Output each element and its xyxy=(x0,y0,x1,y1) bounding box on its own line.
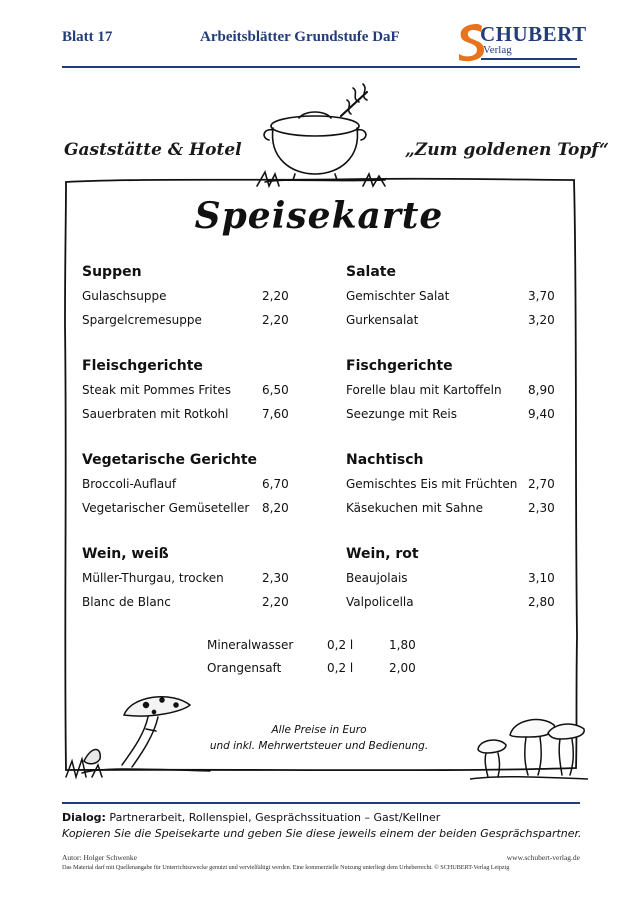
menu-item-name: Steak mit Pommes Frites xyxy=(82,383,231,397)
menu-category: Fischgerichte xyxy=(346,358,453,374)
menu-category: Nachtisch xyxy=(346,452,424,468)
menu-item-name: Beaujolais xyxy=(346,571,408,585)
menu-item-price: 8,90 xyxy=(528,383,555,397)
mushroom-left-icon xyxy=(62,685,212,780)
menu-item-price: 2,20 xyxy=(262,595,289,609)
restaurant-type: Gaststätte & Hotel xyxy=(64,140,242,160)
price-note-line2: und inkl. Mehrwertsteuer und Bedienung. xyxy=(209,740,429,752)
menu-category: Wein, weiß xyxy=(82,546,169,562)
menu-item-name: Gurkensalat xyxy=(346,313,419,327)
menu-item-price: 6,70 xyxy=(262,477,289,491)
restaurant-name: „Zum goldenen Topf“ xyxy=(405,140,609,160)
series-title: Arbeitsblätter Grundstufe DaF xyxy=(200,29,400,45)
menu-item-name: Valpolicella xyxy=(346,595,414,609)
drink-price: 2,00 xyxy=(389,661,416,675)
drink-size: 0,2 l xyxy=(327,638,354,652)
menu-item-price: 7,60 xyxy=(262,407,289,421)
menu-item-price: 3,20 xyxy=(528,313,555,327)
menu-item-name: Blanc de Blanc xyxy=(82,595,171,609)
menu-item-name: Gemischter Salat xyxy=(346,289,450,303)
dialog-label: Dialog: xyxy=(62,811,106,824)
menu-item-price: 2,80 xyxy=(528,595,555,609)
menu-item-price: 3,70 xyxy=(528,289,555,303)
logo-subtitle: Verlag xyxy=(483,44,512,56)
menu-item-price: 2,20 xyxy=(262,313,289,327)
logo-wordmark: CHUBERT xyxy=(480,22,587,46)
task-instruction: Kopieren Sie die Speisekarte und geben Sie diese jeweils einem der beiden Gesprächspartner. xyxy=(62,827,582,840)
menu-item-price: 6,50 xyxy=(262,383,289,397)
task-rule xyxy=(62,802,580,804)
menu-item-price: 2,30 xyxy=(528,501,555,515)
footer-legal: Das Material darf mit Quellenangabe für Unterrichtszwecke genutzt und vervielfältigt werden. Eine kommerzielle Nutzung unterliegt dem Urheberrecht. © SCHUBERT-Verlag Leipzig xyxy=(62,864,510,871)
menu-item-price: 2,30 xyxy=(262,571,289,585)
menu-category: Suppen xyxy=(82,264,142,280)
menu-item-name: Seezunge mit Reis xyxy=(346,407,458,421)
menu-category: Vegetarische Gerichte xyxy=(82,452,258,468)
menu-item-price: 3,10 xyxy=(528,571,555,585)
menu-item-name: Sauerbraten mit Rotkohl xyxy=(82,407,229,421)
footer-author: Autor: Holger Schwenke xyxy=(62,853,137,862)
menu-item-price: 9,40 xyxy=(528,407,555,421)
logo-underline xyxy=(481,58,577,60)
sheet-number: Blatt 17 xyxy=(62,29,113,45)
menu-item-name: Broccoli-Auflauf xyxy=(82,477,177,491)
menu-item-price: 8,20 xyxy=(262,501,289,515)
menu-item-name: Käsekuchen mit Sahne xyxy=(346,501,483,515)
drink-price: 1,80 xyxy=(389,638,416,652)
menu-item-name: Forelle blau mit Kartoffeln xyxy=(346,383,502,397)
dialog-text: Partnerarbeit, Rollenspiel, Gesprächssituation – Gast/Kellner xyxy=(105,811,441,824)
menu-item-price: 2,20 xyxy=(262,289,289,303)
dialog-line xyxy=(62,811,440,824)
drink-size: 0,2 l xyxy=(327,661,354,675)
menu-title: Speisekarte xyxy=(194,195,444,237)
price-note xyxy=(200,722,438,754)
price-note-line1: Alle Preise in Euro xyxy=(271,724,367,736)
footer-website: www.schubert-verlag.de xyxy=(506,853,580,862)
menu-category: Wein, rot xyxy=(346,546,419,562)
mushroom-right-icon xyxy=(470,705,588,783)
menu-item-name: Gemischtes Eis mit Früchten xyxy=(346,477,518,491)
menu-item-name: Spargelcremesuppe xyxy=(82,313,202,327)
menu-category: Salate xyxy=(346,264,396,280)
menu-item-name: Gulaschsuppe xyxy=(82,289,167,303)
menu-item-name: Müller-Thurgau, trocken xyxy=(82,571,224,585)
drink-name: Mineralwasser xyxy=(207,638,294,652)
header-rule xyxy=(62,66,580,68)
menu-category: Fleischgerichte xyxy=(82,358,203,374)
drink-name: Orangensaft xyxy=(207,661,282,675)
menu-item-name: Vegetarischer Gemüseteller xyxy=(82,501,250,515)
cooking-pot-icon xyxy=(255,78,395,188)
menu-item-price: 2,70 xyxy=(528,477,555,491)
